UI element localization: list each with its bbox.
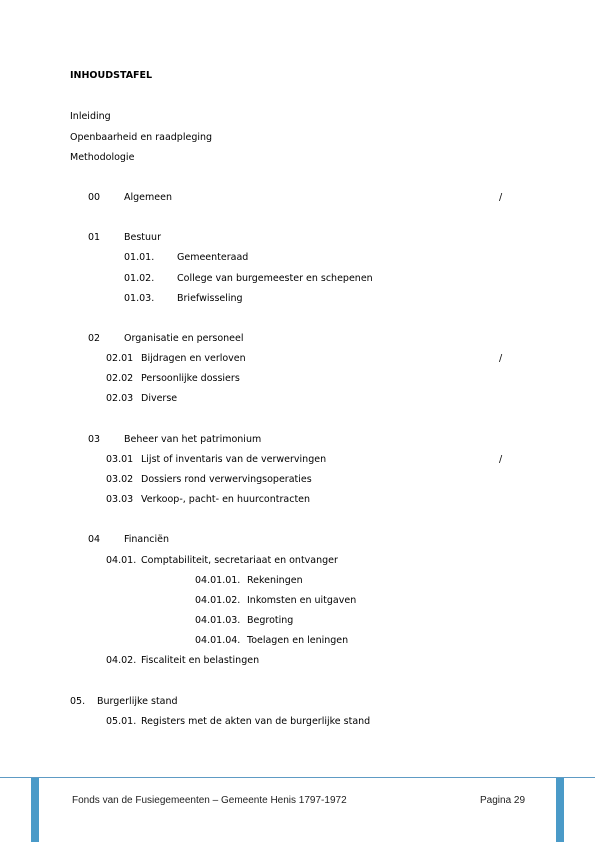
toc-item-title: Briefwisseling: [177, 293, 243, 304]
toc-section-number: 04: [88, 534, 101, 545]
toc-item-number: 02.01: [106, 353, 134, 364]
toc-item-number: 05.01.: [106, 716, 137, 727]
toc-mark: /: [499, 454, 503, 465]
toc-section-number: 02: [88, 333, 101, 344]
toc-item-number: 03.01: [106, 454, 134, 465]
toc-item-number: 04.02.: [106, 655, 137, 666]
toc-item-number: 02.02: [106, 373, 134, 384]
footer-accent-bar-right: [556, 778, 564, 842]
toc-section-number: 05.: [70, 696, 86, 707]
toc-section-title: Financiën: [124, 534, 170, 545]
toc-item-title: Registers met de akten van de burgerlijke stand: [141, 716, 371, 727]
toc-subitem-title: Toelagen en leningen: [247, 635, 349, 646]
toc-item-title: Fiscaliteit en belastingen: [141, 655, 260, 666]
toc-section-title: Algemeen: [124, 192, 172, 203]
toc-item-title: Dossiers rond verwervingsoperaties: [141, 474, 312, 485]
toc-section-title: Beheer van het patrimonium: [124, 434, 262, 445]
toc-item-title: Persoonlijke dossiers: [141, 373, 240, 384]
toc-item-title: Gemeenteraad: [177, 252, 249, 263]
toc-item-number: 01.02.: [124, 273, 155, 284]
toc-item-number: 02.03: [106, 393, 134, 404]
toc-subitem-number: 04.01.04.: [195, 635, 241, 646]
toc-subitem-number: 04.01.01.: [195, 575, 241, 586]
toc-item-title: Diverse: [141, 393, 178, 404]
toc-item-title: Comptabiliteit, secretariaat en ontvanger: [141, 555, 338, 566]
toc-mark: /: [499, 192, 503, 203]
footer-accent-bar-left: [31, 778, 39, 842]
toc-item-number: 03.02: [106, 474, 134, 485]
toc-subitem-title: Begroting: [247, 615, 294, 626]
toc-mark: /: [499, 353, 503, 364]
toc-item-title: Bijdragen en verloven: [141, 353, 246, 364]
toc-subitem-title: Rekeningen: [247, 575, 303, 586]
toc-section-title: Bestuur: [124, 232, 161, 243]
footer-page-number: Pagina 29: [480, 795, 526, 806]
toc-item-number: 01.01.: [124, 252, 155, 263]
toc-item-title: Lijst of inventaris van de verwervingen: [141, 454, 327, 465]
toc-item-number: 04.01.: [106, 555, 137, 566]
toc-item-title: Verkoop-, pacht- en huurcontracten: [141, 494, 311, 505]
toc-item-title: College van burgemeester en schepenen: [177, 273, 373, 284]
toc-section-title: Organisatie en personeel: [124, 333, 244, 344]
toc-section-number: 01: [88, 232, 101, 243]
toc-intro-inleiding: Inleiding: [70, 111, 111, 122]
footer-divider: [0, 777, 595, 778]
toc-section-number: 03: [88, 434, 101, 445]
toc-intro-openbaarheid: Openbaarheid en raadpleging: [70, 132, 213, 143]
toc-item-number: 01.03.: [124, 293, 155, 304]
toc-subitem-number: 04.01.03.: [195, 615, 241, 626]
toc-item-number: 03.03: [106, 494, 134, 505]
toc-subitem-number: 04.01.02.: [195, 595, 241, 606]
toc-section-title: Burgerlijke stand: [97, 696, 178, 707]
toc-subitem-title: Inkomsten en uitgaven: [247, 595, 357, 606]
toc-intro-methodologie: Methodologie: [70, 152, 135, 163]
page-title: INHOUDSTAFEL: [70, 70, 153, 81]
footer-title: Fonds van de Fusiegemeenten – Gemeente Henis 1797-1972: [72, 795, 347, 806]
toc-section-number: 00: [88, 192, 101, 203]
